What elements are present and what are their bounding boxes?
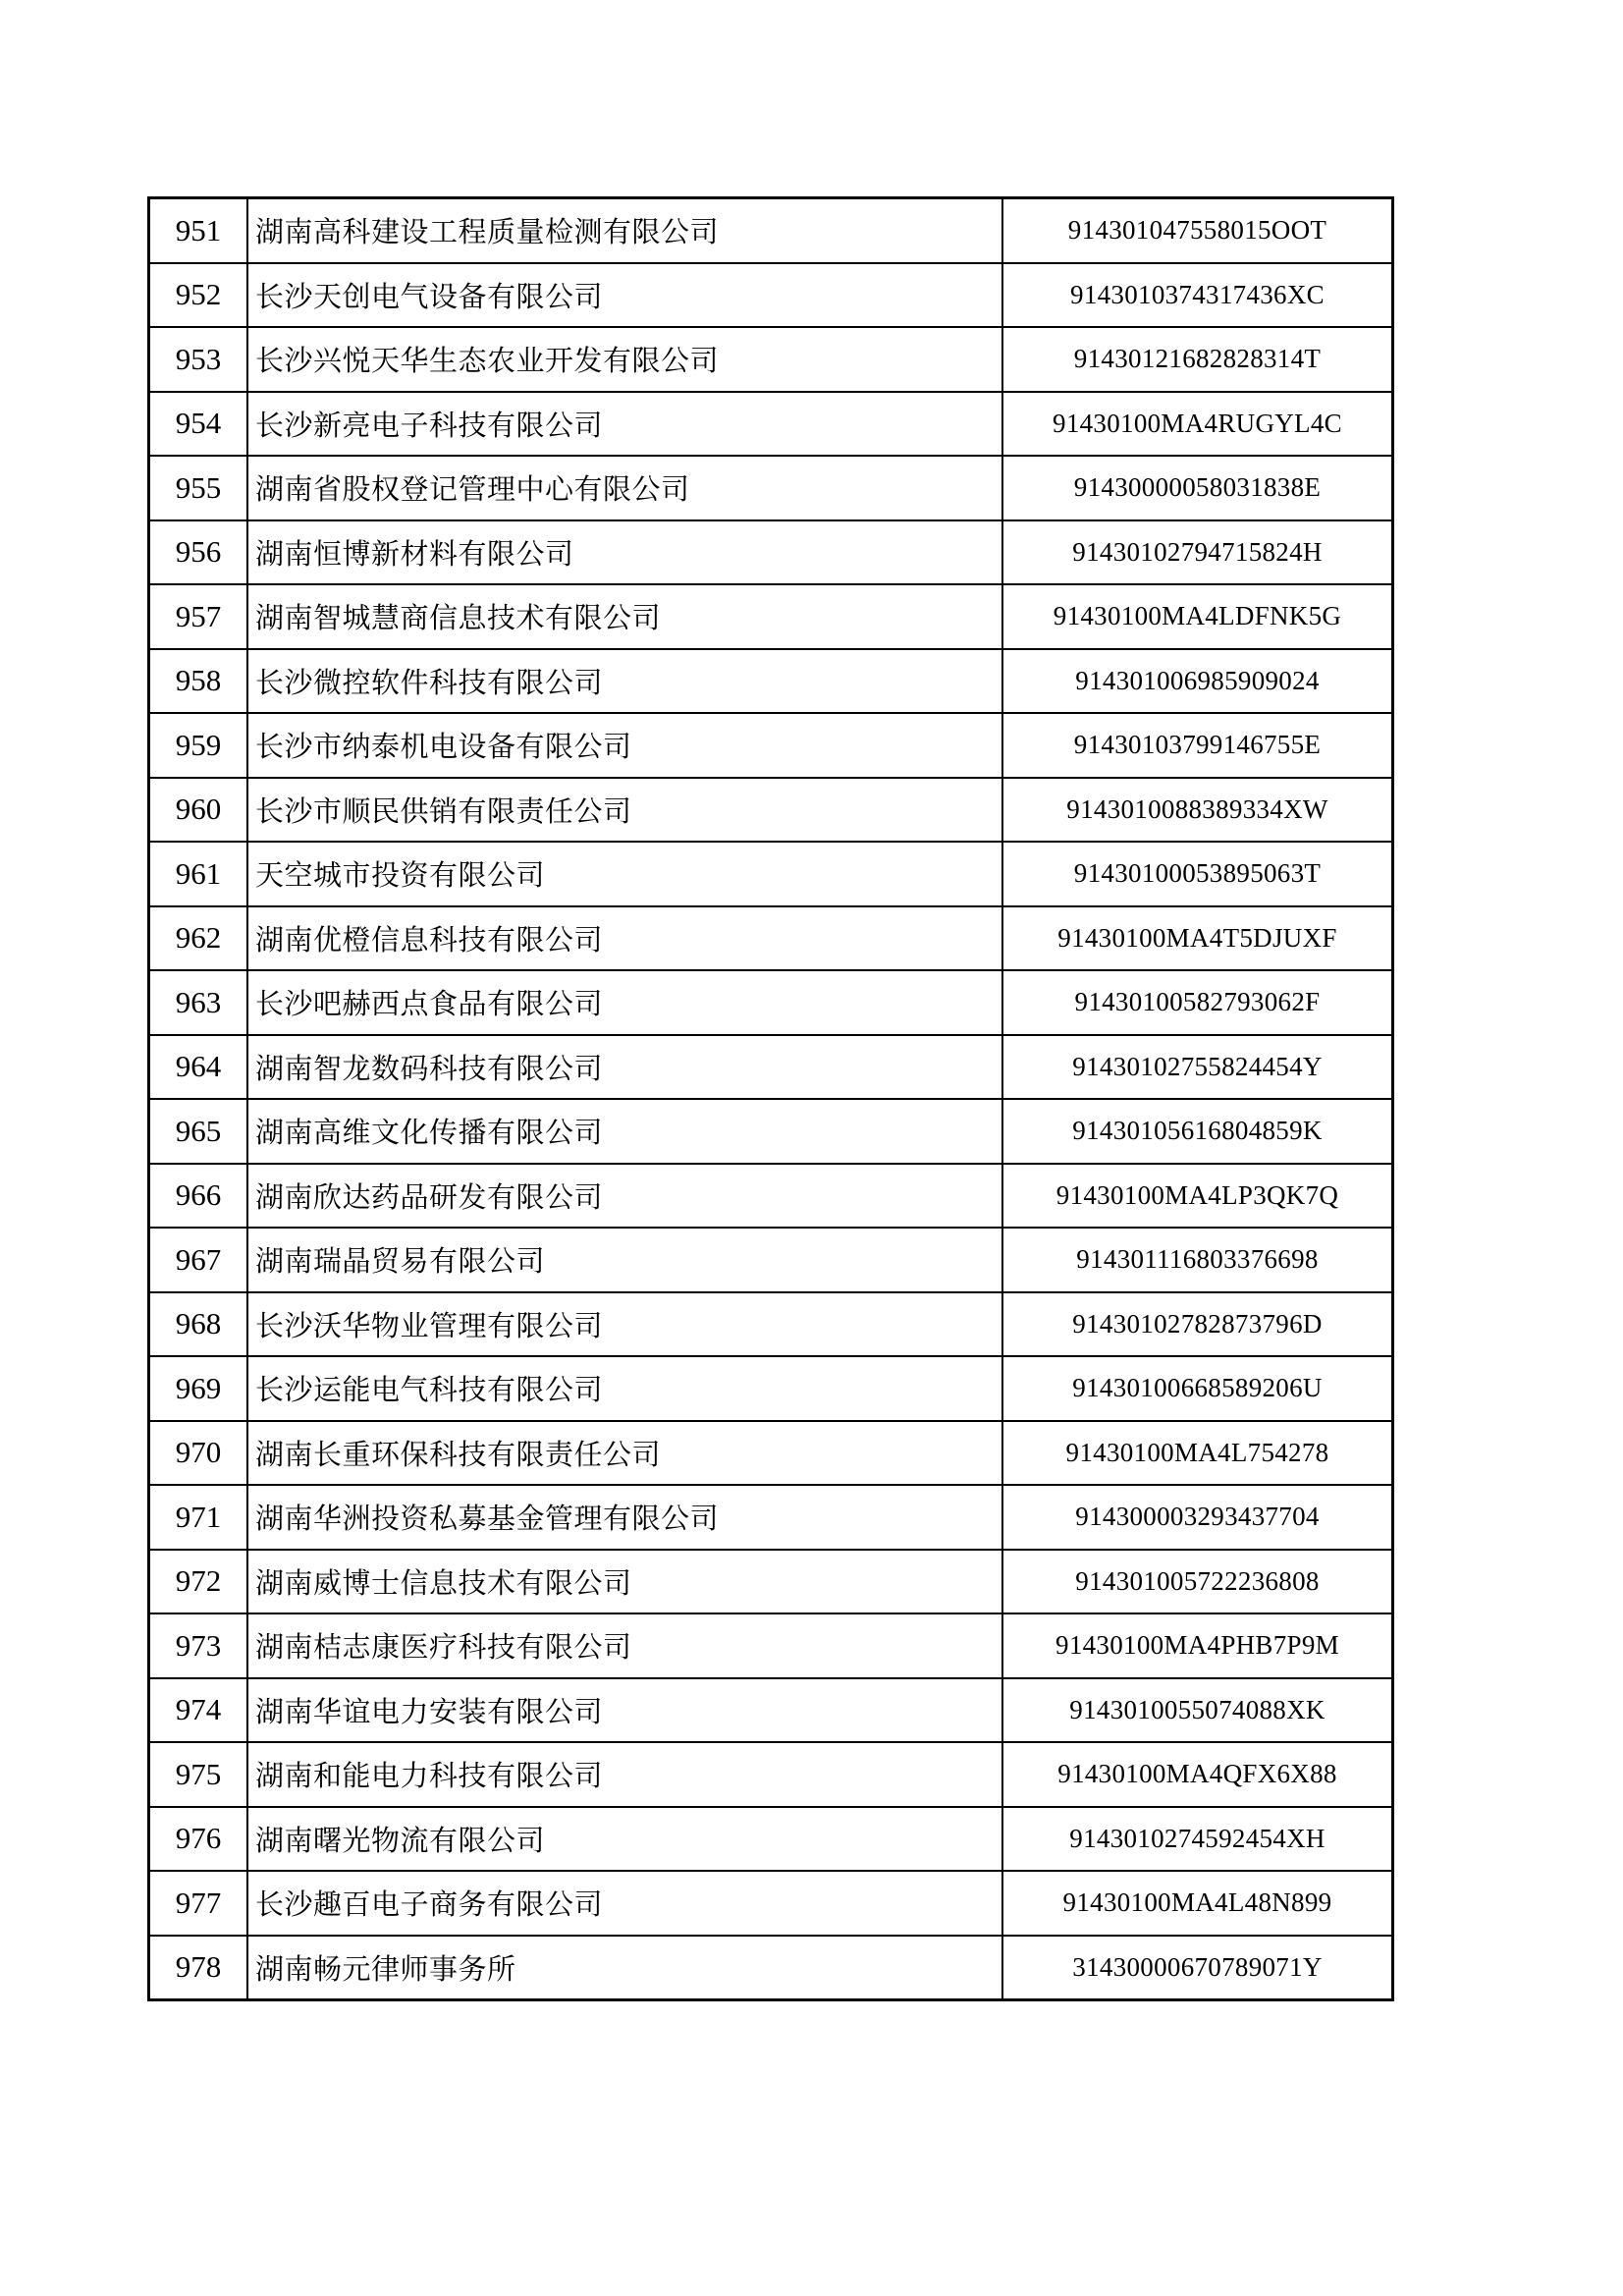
company-name-cell: 湖南长重环保科技有限责任公司 [247,1421,1002,1486]
table-row [149,1164,1393,1229]
row-number-cell: 951 [149,198,248,263]
credit-code-cell: 91430100MA4PHB7P9M [1002,1613,1393,1678]
credit-code-cell: 91430100MA4LP3QK7Q [1002,1164,1393,1229]
table-row [149,1678,1393,1743]
company-name-cell: 湖南威博士信息技术有限公司 [247,1550,1002,1614]
row-number-cell: 953 [149,327,248,392]
row-number-cell: 965 [149,1099,248,1164]
credit-code-cell: 91430102782873796D [1002,1292,1393,1357]
company-name-cell: 长沙兴悦天华生态农业开发有限公司 [247,327,1002,392]
row-number-cell: 959 [149,713,248,778]
table-row [149,713,1393,778]
table-row [149,1421,1393,1486]
table-row [149,778,1393,843]
company-name-cell: 湖南优橙信息科技有限公司 [247,906,1002,971]
credit-code-cell: 9143010055074088XK [1002,1678,1393,1743]
credit-code-cell: 91430102755824454Y [1002,1035,1393,1100]
table-row [149,1742,1393,1807]
credit-code-cell: 91430100053895063T [1002,842,1393,906]
credit-code-cell: 91430100MA4L754278 [1002,1421,1393,1486]
company-name-cell: 湖南华洲投资私募基金管理有限公司 [247,1485,1002,1550]
row-number-cell: 963 [149,970,248,1035]
company-name-cell: 湖南桔志康医疗科技有限公司 [247,1613,1002,1678]
table-row [149,1228,1393,1292]
row-number-cell: 964 [149,1035,248,1100]
credit-code-cell: 91430100582793062F [1002,970,1393,1035]
table-row [149,1035,1393,1100]
credit-code-cell: 914301006985909024 [1002,649,1393,714]
table-row [149,520,1393,585]
credit-code-cell: 914301116803376698 [1002,1228,1393,1292]
company-name-cell: 湖南畅元律师事务所 [247,1936,1002,2000]
row-number-cell: 957 [149,584,248,649]
credit-code-cell: 91430100MA4RUGYL4C [1002,392,1393,457]
credit-code-cell: 9143010274592454XH [1002,1807,1393,1872]
company-name-cell: 湖南智龙数码科技有限公司 [247,1035,1002,1100]
table-row [149,1485,1393,1550]
company-name-cell: 长沙市顺民供销有限责任公司 [247,778,1002,843]
credit-code-cell: 914301047558015OOT [1002,198,1393,263]
credit-code-cell: 91430100MA4LDFNK5G [1002,584,1393,649]
company-name-cell: 长沙吧赫西点食品有限公司 [247,970,1002,1035]
row-number-cell: 967 [149,1228,248,1292]
table-row [149,456,1393,520]
row-number-cell: 955 [149,456,248,520]
table-row [149,970,1393,1035]
company-name-cell: 湖南欣达药品研发有限公司 [247,1164,1002,1229]
table-row [149,1613,1393,1678]
credit-code-cell: 91430100MA4T5DJUXF [1002,906,1393,971]
company-name-cell: 长沙趣百电子商务有限公司 [247,1871,1002,1936]
company-name-cell: 湖南省股权登记管理中心有限公司 [247,456,1002,520]
document-page [147,196,1394,2001]
company-name-cell: 湖南高科建设工程质量检测有限公司 [247,198,1002,263]
row-number-cell: 952 [149,263,248,328]
row-number-cell: 961 [149,842,248,906]
table-row [149,263,1393,328]
table-row [149,649,1393,714]
company-registry-table [147,196,1394,2001]
credit-code-cell: 91430100MA4QFX6X88 [1002,1742,1393,1807]
row-number-cell: 954 [149,392,248,457]
company-name-cell: 湖南曙光物流有限公司 [247,1807,1002,1872]
credit-code-cell: 9143010088389334XW [1002,778,1393,843]
row-number-cell: 972 [149,1550,248,1614]
row-number-cell: 969 [149,1356,248,1421]
credit-code-cell: 9143010374317436XC [1002,263,1393,328]
table-row [149,1936,1393,2000]
table-row [149,906,1393,971]
company-name-cell: 长沙微控软件科技有限公司 [247,649,1002,714]
credit-code-cell: 91430000058031838E [1002,456,1393,520]
table-row [149,198,1393,263]
row-number-cell: 958 [149,649,248,714]
company-name-cell: 湖南恒博新材料有限公司 [247,520,1002,585]
credit-code-cell: 91430102794715824H [1002,520,1393,585]
table-row [149,1292,1393,1357]
credit-code-cell: 914301005722236808 [1002,1550,1393,1614]
credit-code-cell: 91430105616804859K [1002,1099,1393,1164]
row-number-cell: 962 [149,906,248,971]
table-row [149,584,1393,649]
company-name-cell: 长沙运能电气科技有限公司 [247,1356,1002,1421]
table-row [149,1871,1393,1936]
company-name-cell: 长沙市纳泰机电设备有限公司 [247,713,1002,778]
credit-code-cell: 91430121682828314T [1002,327,1393,392]
row-number-cell: 970 [149,1421,248,1486]
company-name-cell: 湖南瑞晶贸易有限公司 [247,1228,1002,1292]
table-row [149,842,1393,906]
credit-code-cell: 31430000670789071Y [1002,1936,1393,2000]
row-number-cell: 974 [149,1678,248,1743]
row-number-cell: 960 [149,778,248,843]
table-row [149,1356,1393,1421]
credit-code-cell: 914300003293437704 [1002,1485,1393,1550]
credit-code-cell: 91430103799146755E [1002,713,1393,778]
row-number-cell: 975 [149,1742,248,1807]
company-name-cell: 长沙沃华物业管理有限公司 [247,1292,1002,1357]
company-name-cell: 天空城市投资有限公司 [247,842,1002,906]
table-row [149,1807,1393,1872]
credit-code-cell: 91430100668589206U [1002,1356,1393,1421]
row-number-cell: 976 [149,1807,248,1872]
company-name-cell: 湖南华谊电力安装有限公司 [247,1678,1002,1743]
row-number-cell: 977 [149,1871,248,1936]
company-name-cell: 湖南高维文化传播有限公司 [247,1099,1002,1164]
row-number-cell: 971 [149,1485,248,1550]
table-row [149,1550,1393,1614]
company-name-cell: 湖南智城慧商信息技术有限公司 [247,584,1002,649]
row-number-cell: 973 [149,1613,248,1678]
company-name-cell: 湖南和能电力科技有限公司 [247,1742,1002,1807]
company-name-cell: 长沙新亮电子科技有限公司 [247,392,1002,457]
table-row [149,327,1393,392]
table-row [149,392,1393,457]
credit-code-cell: 91430100MA4L48N899 [1002,1871,1393,1936]
table-row [149,1099,1393,1164]
company-name-cell: 长沙天创电气设备有限公司 [247,263,1002,328]
row-number-cell: 966 [149,1164,248,1229]
row-number-cell: 968 [149,1292,248,1357]
row-number-cell: 956 [149,520,248,585]
registry-table-body [149,198,1393,2000]
row-number-cell: 978 [149,1936,248,2000]
